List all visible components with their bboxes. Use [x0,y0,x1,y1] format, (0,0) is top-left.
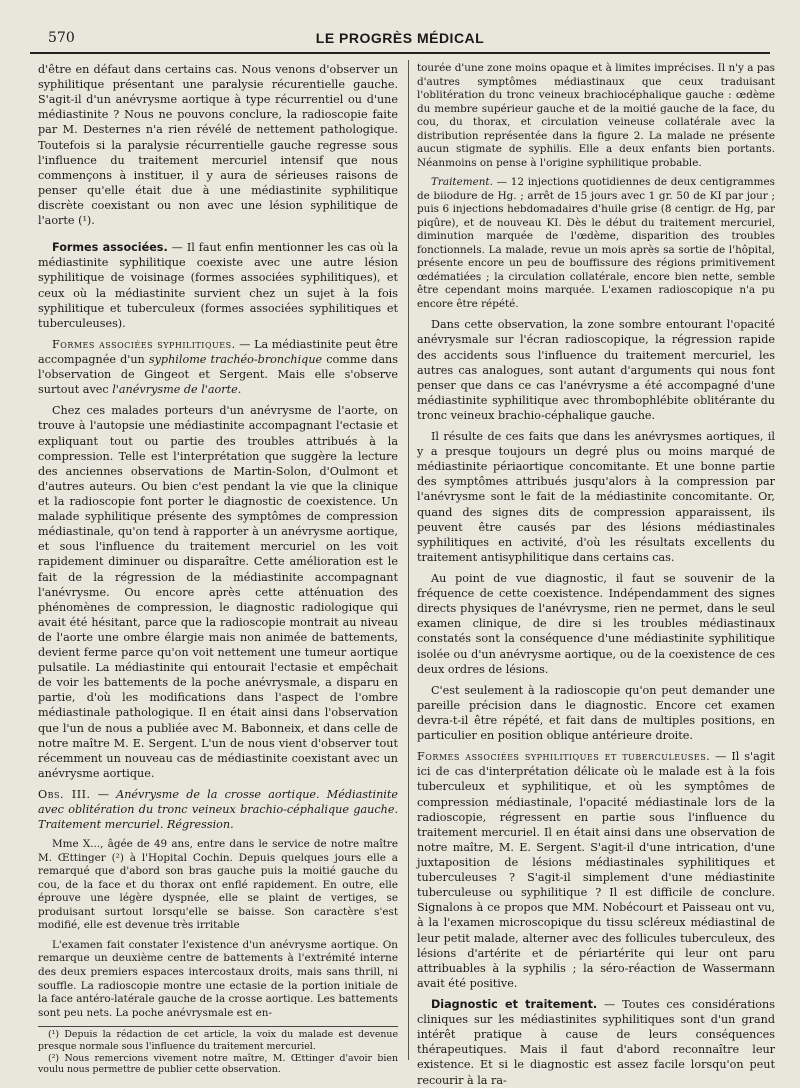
paragraph: Chez ces malades porteurs d'un anévrysme de l'aorte, on trouve à l'autopsie une médiastinite accompagnant l'ectasie et expliquant tout ou partie des troubles attribués à la compression. Telle est l'interprétation que suggère la lecture des anciennes observations de Martin-Solon, d'Oulmont et d'autres auteurs. Ou bien c'est pendant la vie que la clinique et la radioscopie font porter le diagnostic de coexistence. Un malade syphilitique présente des symptômes de compression médiastinale, qu'on tend à rapporter à un anévrysme aortique, et sous l'influence du traitement mercuriel on les voit rapidement diminuer ou disparaître. Cette amélioration est le fait de la régression de la médiastinite accompagnant l'anévrysme. Ou encore après cette atténuation des phénomènes de compression, le diagnostic radiologique qui avait été hésitant, parce que la radioscopie montrait au niveau de l'aorte une ombre élargie mais non animée de battements, devient ferme parce qu'on voit nettement une tumeur aortique pulsatile. La médiastinite qui entourait l'ectasie et empêchait de voir les battements de la poche anévrysmale, a disparu en partie, d'où les modifications dans l'aspect de l'ombre médiastinale pathologique. Il en était ainsi dans l'observation que l'un de nous a publiée avec M. Babonneix, et dans celle de notre maître M. E. Sergent. L'un de nous vient d'observer tout récemment un nouveau cas de médiastinite coexistant avec un anévrysme aortique. [38,404,398,780]
running-title: LE PROGRÈS MÉDICAL [315,30,485,46]
page-number: 570 [48,30,75,46]
italic-heading: Traitement. [431,176,493,189]
left-column [38,62,399,1076]
paragraph: C'est seulement à la radioscopie qu'on peut demander une pareille précision dans le diagnostic. Encore cet examen devra-t-il être répété, et fait dans de multiples positions, en particulier en position oblique antérieure droite. [417,683,775,743]
footnote: (¹) Depuis la rédaction de cet article, la voix du malade est devenue presque normale sous l'influence du traitement mercuriel. [38,1029,398,1052]
paragraph-formes-syphilitiques [38,337,398,397]
paragraph-text: — Il s'agit ici de cas d'interprétation délicate où le malade est à la fois tuberculeux et syphilitique, et où les symptômes de compression médiastinale, l'opacité médiastinale lors de la radioscopie, régressent en partie sous l'influence du traitement mercuriel. Il en était ainsi dans une observation de notre maître, M. E. Sergent. S'agit-il d'une intrication, d'une juxtaposition de lésions médiastinales syphilitiques et tuberculeuses ? S'agit-il simplement d'une médiastinite tuberculeuse ou syphilitique ? Il est difficile de conclure. Signalons à ce propos que MM. Nobécourt et Paisseau ont vu, à la l'examen microscopique du tissu scléreux médiastinal de leur petit malade, alterner avec des follicules tuberculeux, des lésions d'artérite et de périartérite qui leur ont paru attribuables à la syphilis ; la séro-réaction de Wassermann avait été positive. [417,750,775,990]
paragraph-text: — Il faut enfin mentionner les cas où la médiastinite syphilitique coexiste avec une autre lésion syphilitique de voisinage (formes associées syphilitiques), et ceux où la médiastinite survient chez un sujet à la fois syphilitique et tuberculeux (formes associées syphilitiques et tuberculeuses). [38,241,398,330]
subsection-heading: Formes associées syphilitiques et tuberculeuses. [417,750,711,764]
paragraph-formes-tuberculeuses [417,749,775,991]
paragraph: Il résulte de ces faits que dans les anévrysmes aortiques, il y a presque toujours un degré plus ou moins marqué de médiastinite périaortique concomitante. Et une bonne partie des symptômes attribués jusqu'alors à la compression par l'anévrysme sont le fait de la médiastinite concomitante. Or, quand des signes dits de compression apparaissent, ils peuvent être causés par des lésions médiastinales syphilitiques en activité, d'où les résultats excellents du traitement antisyphilitique dans certains cas. [417,430,775,564]
section-heading: Diagnostic et traitement. [431,997,598,1011]
footnote: (²) Nous remercions vivement notre maître, M. Œttinger d'avoir bien voulu nous permettre de publier cette observation. [38,1052,398,1076]
paragraph-traitement [417,176,775,311]
observation-title [38,787,398,832]
paragraph-diagnostic [417,997,775,1088]
paragraph: Dans cette observation, la zone sombre entourant l'opacité anévrysmale sur l'écran radioscopique, la régression rapide des accidents sous l'influence du traitement mercuriel, les autres cas analogues, sont autant d'arguments qui nous font penser que dans ce cas l'anévrysme a été accompagné d'une médiastinite syphilitique avec thrombophlébite oblitérante du tronc veineux brachio-céphalique gauche. [417,318,775,422]
paragraph-text: — Toutes ces considérations cliniques sur les médiastinites syphilitiques sont d'un grand intérêt pratique à cause de leurs conséquences thérapeutiques. Mais il faut d'abord reconnaître leur existence. Et si le diagnostic est assez facile lorsqu'on peut recourir à la ra- [417,997,775,1087]
observation-title-text: — Anévrysme de la crosse aortique. Médiastinite avec oblitération du tronc veineux brachio-céphalique gauche. Traitement mercuriel. Régression. [38,788,398,832]
paragraph: L'examen fait constater l'existence d'un anévrysme aortique. On remarque un deuxième centre de battements à l'extrémité interne des deux premiers espaces intercostaux droits, mais sans thrill, ni souffle. La radioscopie montre une ectasie de la portion initiale de la face antéro-latérale gauche de la crosse aortique. Les battements sont peu nets. La poche anévrysmale est en- [38,938,398,1019]
right-column [417,62,775,1087]
paragraph: d'être en défaut dans certains cas. Nous venons d'observer un syphilitique présentant une paralysie récurentielle gauche. S'agit-il d'un anévrysme aortique à type récurrentiel ou d'une médiastinite ? Nous ne pouvons conclure, la radioscopie faite par M. Desternes n'a rien révélé de nettement pathologique. Toutefois si la paralysie récurrentielle gauche regresse sous l'influence du traitement mercuriel intensif que nous commençons à instituer, il y aura de sérieuses raisons de penser qu'elle était due à une médiastinite syphilitique discrète coexistant ou non avec une lésion syphilitique de l'aorte (¹). [38,63,398,228]
paragraph-text: comme dans l'observation de Gingeot et Sergent. Mais elle s'observe surtout avec [38,352,399,397]
paragraph: Mme X..., âgée de 49 ans, entre dans le service de notre maître M. Œttinger (²) à l'Hopital Cochin. Depuis quelques jours elle a remarqué que d'abord son bras gauche puis la moitié gauche du cou, de la face et du thorax ont enflé rapidement. En outre, elle éprouve une légère dyspnée, elle se plaint de vertiges, se produisant surtout lorsqu'elle se baisse. Son caractère s'est modifié, elle est devenue très irritable [38,838,398,932]
paragraph: tourée d'une zone moins opaque et à limites imprécises. Il n'y a pas d'autres symptômes médiastinaux que ceux traduisant l'oblitération du tronc veineux brachiocéphalique gauche : œdème du membre supérieur gauche et de la moitié gauche de la face, du cou, du thorax, et circulation veineuse collatérale avec la distribution représentée dans la figure 2. La malade ne présente aucun stigmate de syphilis. Elle a deux enfants bien portants. Néanmoins on pense à l'origine syphilitique probable. [417,62,775,169]
footnotes [38,1026,398,1076]
paragraph: Au point de vue diagnostic, il faut se souvenir de la fréquence de cette coexistence. Indépendamment des signes directs physiques de l'anévrysme, rien ne permet, dans le seul examen clinique, de dire si les troubles médiastinaux constatés sont la conséquence d'une médiastinite syphilitique isolée ou d'un anévrysme aortique, ou de la coexistence de ces deux ordres de lésions. [417,572,775,676]
subsection-heading: Formes associées syphilitiques. [52,337,236,351]
observation-label: Obs. III. [38,788,91,802]
paragraph-formes-associees [38,240,398,331]
section-heading: Formes associées. [52,241,168,255]
italic-term: l'anévrysme de l'aorte. [112,383,242,397]
column-divider [408,60,409,1060]
paragraph-text: — 12 injections quotidiennes de deux centigrammes de biiodure de Hg. ; arrêt de 15 jours avec 1 gr. 50 de KI par jour ; puis 6 injections hebdomadaires d'huile grise (8 centigr. de Hg, par piqûre), et de nouveau KI. Dès le début du traitement mercuriel, diminution marquée de l'œdème, disparition des troubles fonctionnels. La malade, revue un mois après sa sortie de l'hôpital, présente encore un peu de bouffissure des régions primitivement œdématiées ; la circulation collatérale, encore bien nette, semble être cependant moins marquée. L'examen radioscopique n'a pu encore être répété. [417,176,775,310]
italic-term: syphilome trachéo-bronchique [148,352,323,366]
paragraph-text: — La médiastinite peut être accompagnée d'un [38,337,398,366]
page-header [30,26,770,54]
